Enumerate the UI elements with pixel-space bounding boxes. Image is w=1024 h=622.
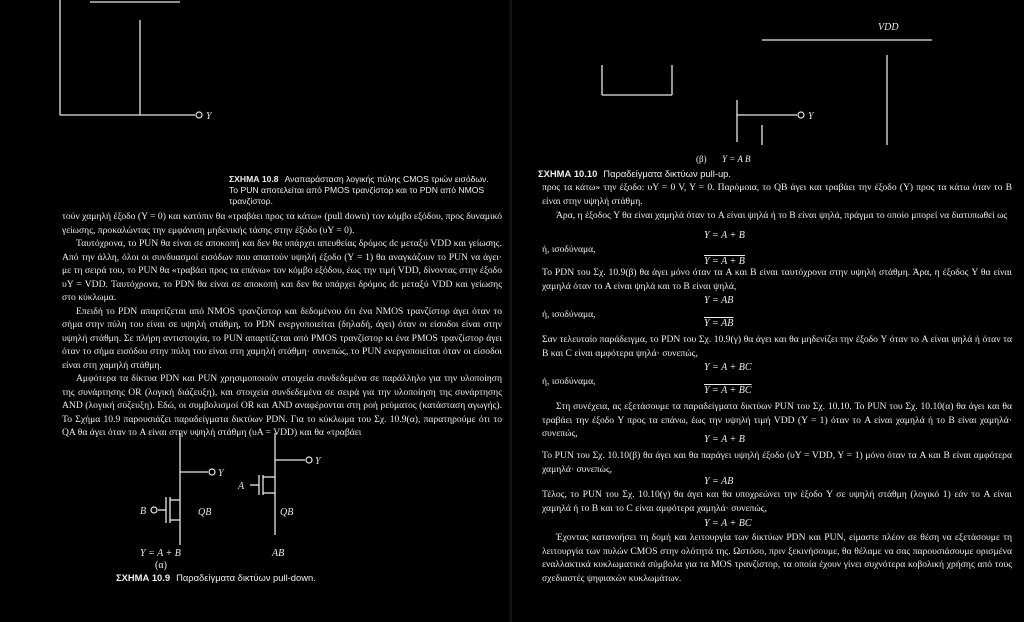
fig8-caption: [229, 174, 499, 207]
fig9-out-b: Y: [315, 456, 321, 467]
figure-10-9-circuit: [100, 425, 400, 555]
fig9-caption-text: Παραδείγματα δικτύων pull-down.: [176, 572, 316, 583]
eq-1: Y = A + B: [704, 230, 745, 241]
left-paragraph-1: τούν χαμηλή έξοδο (Y = 0) και κατόπιν θα «τραβάει προς τα κάτω» (pull down) τον κόμβο εξόδου, προς δυναμικό γείωσης, προκαλώντας την εμφάνιση μηδενικής τάσης στην έξοδο (υY = 0).: [62, 211, 502, 236]
left-body-text: [62, 210, 502, 440]
right-line-1: προς τα κάτω» την έξοδο: υY = 0 V, Y = 0. Παρόμοια, το QB άγει και τραβάει την έξοδο (Y) προς τα κάτω όταν το B είναι στην υψηλή στάθμη.: [542, 182, 1012, 207]
fig9-out-a: Y: [218, 468, 224, 479]
eq-7: Y = A + B: [704, 434, 745, 445]
eq-6: Y = A + BC: [704, 385, 752, 396]
fig10-caption: [538, 168, 838, 179]
right-page: [512, 0, 1024, 622]
or-1: ή, ισοδύναμα,: [542, 244, 596, 255]
fig9-label-A: A: [238, 481, 245, 492]
fig9-sub-a: (α): [155, 560, 167, 571]
figure-10-10-circuit: [512, 0, 1024, 160]
or-2: ή, ισοδύναμα,: [542, 309, 596, 320]
fig10-sub: (β): [696, 154, 707, 164]
fig8-caption-label: ΣΧΗΜΑ 10.8: [229, 174, 279, 184]
fig10-eq: Y = A B: [722, 154, 751, 164]
right-line-5: Στη συνέχεια, ας εξετάσουμε τα παραδείγματα δικτύων PUN του Σχ. 10.10. Το PUN του Σχ. 10.10(α) θα άγει και θα τραβάει την έξοδο Y προς τα επάνω, έως την υψηλή τιμή VDD (Y = 1) όταν το A είναι χαμηλά ή το B είναι χαμηλά· συνεπώς,: [542, 401, 1012, 439]
eq-9: Y = A + BC: [704, 518, 752, 529]
fig8-output-label: Y: [206, 111, 212, 122]
right-line-2: Άρα, η έξοδος Y θα είναι χαμηλά όταν το A είναι ψηλά ή το B είναι ψηλά, πράγμα το οποίο μπορεί να διατυπωθεί ως: [556, 210, 1008, 221]
right-line-3: Το PDN του Σχ. 10.9(β) θα άγει μόνο όταν τα A και B είναι ταυτόχρονα στην υψηλή στάθμη. Άρα, η έξοδος Y θα είναι χαμηλά όταν το A είναι ψηλά και το B είναι ψηλά,: [542, 267, 1012, 292]
fig10-out-label: Y: [808, 111, 814, 122]
or-3: ή, ισοδύναμα,: [542, 376, 596, 387]
eq-5: Y = A + BC: [704, 362, 752, 373]
left-paragraph-3: Επειδή το PDN απαρτίζεται από NMOS τρανζίστορ και δεδομένου ότι ένα NMOS τρανζίστορ άγει όταν το σήμα στην πύλη του είναι σε υψηλή στάθμη, το PDN ενεργοποιείται (δηλαδή, άγει) όταν οι είσοδοι είναι στην υψηλή στάθμη. Σε πλήρη αντιστοιχία, το PUN απαρτίζεται από PMOS τρανζίστορ κι ένα PMOS τρανζίστορ άγει όταν το σήμα εισόδου στην πύλη του είναι στη χαμηλή στάθμη· συνεπώς, το PUN ενεργοποιείται όταν οι είσοδοι είναι στη χαμηλή στάθμη.: [62, 305, 502, 371]
fig9-label-B: B: [140, 506, 147, 517]
fig8-caption-text: Αναπαράσταση λογικής πύλης CMOS τριών εισόδων. Το PUN αποτελείται από PMOS τρανζίστορ και το PDN από NMOS τρανζίστορ.: [229, 174, 489, 206]
fig9-label-QB-b: QB: [280, 507, 294, 518]
fig10-caption-text: Παραδείγματα δικτύων pull-up.: [603, 168, 732, 179]
left-paragraph-2: Ταυτόχρονα, το PUN θα είναι σε αποκοπή και δεν θα υπάρχει απευθείας δρόμος dc μεταξύ VDD και γείωσης. Από την άλλη, όλοι οι συνδυασμοί εισόδων που απαιτούν υψηλή έξοδο (Y = 1) θα αναγκάζουν το PUN να άγει· με τη σειρά του, το PUN θα «τραβάει προς τα επάνω» τον κόμβο εξόδου, έως την τιμή VDD, δίνοντας στην έξοδο υY = VDD. Ταυτόχρονα, το PDN θα είναι σε αποκοπή και δεν θα υπάρχει δρόμος dc μεταξύ VDD και γείωσης στο κύκλωμα.: [62, 238, 502, 303]
eq-4: Y = AB: [704, 318, 734, 329]
right-line-4: Σαν τελευταίο παράδειγμα, το PDN του Σχ. 10.9(γ) θα άγει και θα μηδενίζει την έξοδο Y όταν το A είναι ψηλά ή όταν τα B και C είναι αμφότερα ψηλά· συνεπώς,: [542, 334, 1012, 359]
fig9-eq-a: Y = A + B: [140, 548, 181, 559]
fig9-caption: [116, 572, 416, 583]
figure-10-8-circuit: [0, 0, 512, 150]
right-line-7: Τέλος, το PUN του Σχ. 10.10(γ) θα άγει και θα υποχρεώνει την έξοδο Y σε υψηλή στάθμη (λογικό 1) εάν το A είναι χαμηλά ή το B και το C είναι αμφότερα χαμηλά· συνεπώς,: [542, 489, 1012, 514]
eq-2: Y = A + B: [704, 256, 745, 267]
fig9-eq-b: AB: [272, 548, 285, 559]
vdd-label: VDD: [878, 22, 899, 33]
right-line-6: Το PUN του Σχ. 10.10(β) θα άγει και θα παράγει υψηλή έξοδο (υY = VDD, Y = 1) μόνο όταν τα A και B είναι αμφότερα χαμηλά· συνεπώς,: [542, 450, 1012, 475]
left-paragraph-4: Αμφότερα τα δίκτυα PDN και PUN χρησιμοποιούν στοιχεία συνδεδεμένα σε παράλληλο για την υλοποίηση της συνάρτησης OR (λογική διάζευξη), και στοιχεία συνδεδεμένα σε σειρά για την υλοποίηση της συνάρτησης AND (λογική σύζευξη). Εδώ, οι συμβολισμοί OR και AND αναφέρονται στη ροή ρεύματος (κατάσταση αγωγής). Το Σχήμα 10.9 παρουσιάζει παραδείγματα δικτύων PDN. Για το κύκλωμα του Σχ. 10.9(α), παρατηρούμε ότι το QA θα άγει όταν το A είναι στην υψηλή στάθμη (υA = VDD) και θα «τραβάει: [62, 373, 502, 438]
eq-8: Y = AB: [704, 476, 734, 487]
eq-3: Y = AB: [704, 295, 734, 306]
fig9-label-QB-a: QB: [198, 507, 212, 518]
right-line-8: Έχοντας κατανοήσει τη δομή και λειτουργία των δικτύων PDN και PUN, είμαστε πλέον σε θέση να εξετάσουμε τη λειτουργία των πυλών CMOS στην ολότητά της. Ωστόσο, πριν ξεκινήσουμε, θα θέλαμε να σας παρουσιάσουμε ορισμένα εναλλακτικά κυκλωματικά σύμβολα για τα MOS τρανζίστορ, τα οποία έχουν γίνει συχνότερα κοβολική χρήσης από τους σχεδιαστές ψηφιακών κυκλωμάτων.: [542, 532, 1012, 584]
fig10-caption-label: ΣΧΗΜΑ 10.10: [538, 168, 598, 179]
fig9-caption-label: ΣΧΗΜΑ 10.9: [116, 572, 171, 583]
